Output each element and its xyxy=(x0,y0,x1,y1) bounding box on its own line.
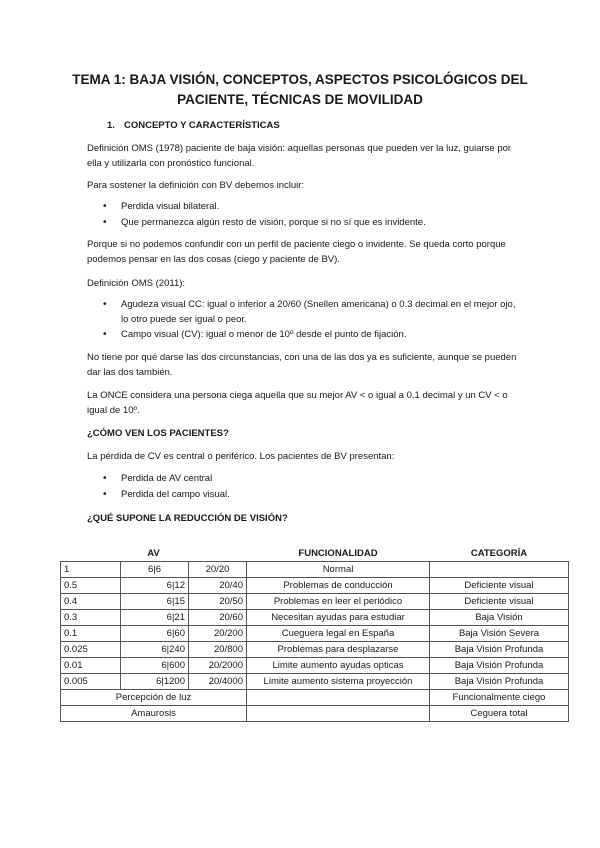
vision-table xyxy=(60,545,569,722)
table-row xyxy=(61,658,569,674)
cell-snellen: 20/60 xyxy=(189,610,247,626)
header-categoria: CATEGORÍA xyxy=(430,545,569,562)
cell-snellen: 20/800 xyxy=(189,642,247,658)
header-av: AV xyxy=(61,545,247,562)
cell-categoria: Baja Visión xyxy=(430,610,569,626)
cell-funcionalidad: Normal xyxy=(247,562,430,578)
table-row xyxy=(61,626,569,642)
list-item: • Campo visual (CV): igual o menor de 10º desde el punto de fijación. xyxy=(87,328,517,343)
cell-funcionalidad: Necesitan ayudas para estudiar xyxy=(247,610,430,626)
list-oms-2011 xyxy=(87,298,517,344)
cell-snellen: 20/200 xyxy=(189,626,247,642)
cell-snellen: 20/20 xyxy=(189,562,247,578)
list-requisitos xyxy=(87,200,517,231)
list-item: • Perdida visual bilateral. xyxy=(87,200,517,215)
document-title: TEMA 1: BAJA VISIÓN, CONCEPTOS, ASPECTOS PSICOLÓGICOS DEL PACIENTE, TÉCNICAS DE MOVILIDAD xyxy=(72,72,528,107)
heading-que-supone: ¿QUÉ SUPONE LA REDUCCIÓN DE VISIÓN? xyxy=(87,513,288,524)
cell-categoria xyxy=(430,562,569,578)
cell-funcionalidad xyxy=(247,706,430,722)
cell-snellen: 20/50 xyxy=(189,594,247,610)
section-heading xyxy=(107,120,280,131)
cell-funcionalidad: Problemas de conducción xyxy=(247,578,430,594)
cell-funcionalidad: Problemas en leer el periódico xyxy=(247,594,430,610)
cell-metric: 6|60 xyxy=(121,626,189,642)
cell-categoria: Deficiente visual xyxy=(430,578,569,594)
table-row xyxy=(61,642,569,658)
cell-metric: 6|600 xyxy=(121,658,189,674)
list-item: • Perdida del campo visual. xyxy=(87,488,517,503)
list-item: • Perdida de AV central xyxy=(87,472,517,487)
table-row xyxy=(61,594,569,610)
cell-metric: 6|21 xyxy=(121,610,189,626)
paragraph-porque: Porque si no podemos confundir con un perfil de paciente ciego o invidente. Se queda corto porque podemos pensar en las dos cosas (ciego y paciente de BV). xyxy=(87,239,506,265)
cell-decimal: 0.01 xyxy=(61,658,121,674)
cell-categoria: Funcionalmente ciego xyxy=(430,690,569,706)
cell-categoria: Deficiente visual xyxy=(430,594,569,610)
heading-como-ven: ¿CÓMO VEN LOS PACIENTES? xyxy=(87,428,229,439)
cell-funcionalidad: Limite aumento sistema proyección xyxy=(247,674,430,690)
cell-decimal: 0.5 xyxy=(61,578,121,594)
table-row xyxy=(61,690,569,706)
table-row xyxy=(61,706,569,722)
table-row xyxy=(61,610,569,626)
cell-categoria: Baja Visión Profunda xyxy=(430,642,569,658)
cell-funcionalidad: Cueguera legal en España xyxy=(247,626,430,642)
paragraph-perdida: La pérdida de CV es central o periférico. Los pacientes de BV presentan: xyxy=(87,451,395,462)
paragraph-once: La ONCE considera una persona ciega aquella que su mejor AV < o igual a 0.1 decimal y un CV < o igual de 10º. xyxy=(87,390,508,416)
cell-metric: 6|240 xyxy=(121,642,189,658)
header-funcionalidad: FUNCIONALIDAD xyxy=(247,545,430,562)
table-row xyxy=(61,674,569,690)
cell-metric: 6|15 xyxy=(121,594,189,610)
cell-metric: 6|12 xyxy=(121,578,189,594)
cell-funcionalidad: Limite aumento ayudas opticas xyxy=(247,658,430,674)
section-title: CONCEPTO Y CARACTERÍSTICAS xyxy=(124,120,280,131)
list-item: • Agudeza visual CC: igual o inferior a 20/60 (Snellen americana) o 0.3 decimal en el mejor ojo, lo otro puede ser igual o peor. xyxy=(87,298,517,327)
cell-decimal: 0.025 xyxy=(61,642,121,658)
table-header-row xyxy=(61,545,569,562)
cell-metric: 6|6 xyxy=(121,562,189,578)
cell-decimal: 0.3 xyxy=(61,610,121,626)
cell-funcionalidad: Problemas para desplazarse xyxy=(247,642,430,658)
cell-categoria: Baja Visión Profunda xyxy=(430,658,569,674)
cell-decimal: 0.1 xyxy=(61,626,121,642)
cell-categoria: Baja Visión Severa xyxy=(430,626,569,642)
cell-snellen: 20/40 xyxy=(189,578,247,594)
cell-snellen: 20/4000 xyxy=(189,674,247,690)
paragraph-oms-2011: Definición OMS (2011): xyxy=(87,278,186,289)
cell-categoria: Ceguera total xyxy=(430,706,569,722)
table-row xyxy=(61,562,569,578)
paragraph-oms-1978: Definición OMS (1978) paciente de baja visión: aquellas personas que pueden ver la luz, guiarse por ella y utilizarla con pronóstico funcional. xyxy=(87,143,512,169)
table-row xyxy=(61,578,569,594)
cell-metric: 6|1200 xyxy=(121,674,189,690)
cell-decimal: 0.005 xyxy=(61,674,121,690)
list-item: • Que permanezca algún resto de visión, porque si no sí que es invidente. xyxy=(87,216,517,231)
paragraph-no-tiene: No tiene por qué darse las dos circunstancias, con una de las dos ya es suficiente, aunque se pueden dar las dos también. xyxy=(87,352,517,378)
cell-funcionalidad xyxy=(247,690,430,706)
section-number: 1. xyxy=(107,120,115,131)
list-presentan xyxy=(87,472,517,503)
cell-categoria: Baja Visión Profunda xyxy=(430,674,569,690)
cell-decimal: 1 xyxy=(61,562,121,578)
cell-span-label: Amaurosis xyxy=(61,706,247,722)
cell-snellen: 20/2000 xyxy=(189,658,247,674)
cell-span-label: Percepción de luz xyxy=(61,690,247,706)
paragraph-sostener: Para sostener la definición con BV debemos incluir: xyxy=(87,180,305,191)
cell-decimal: 0.4 xyxy=(61,594,121,610)
